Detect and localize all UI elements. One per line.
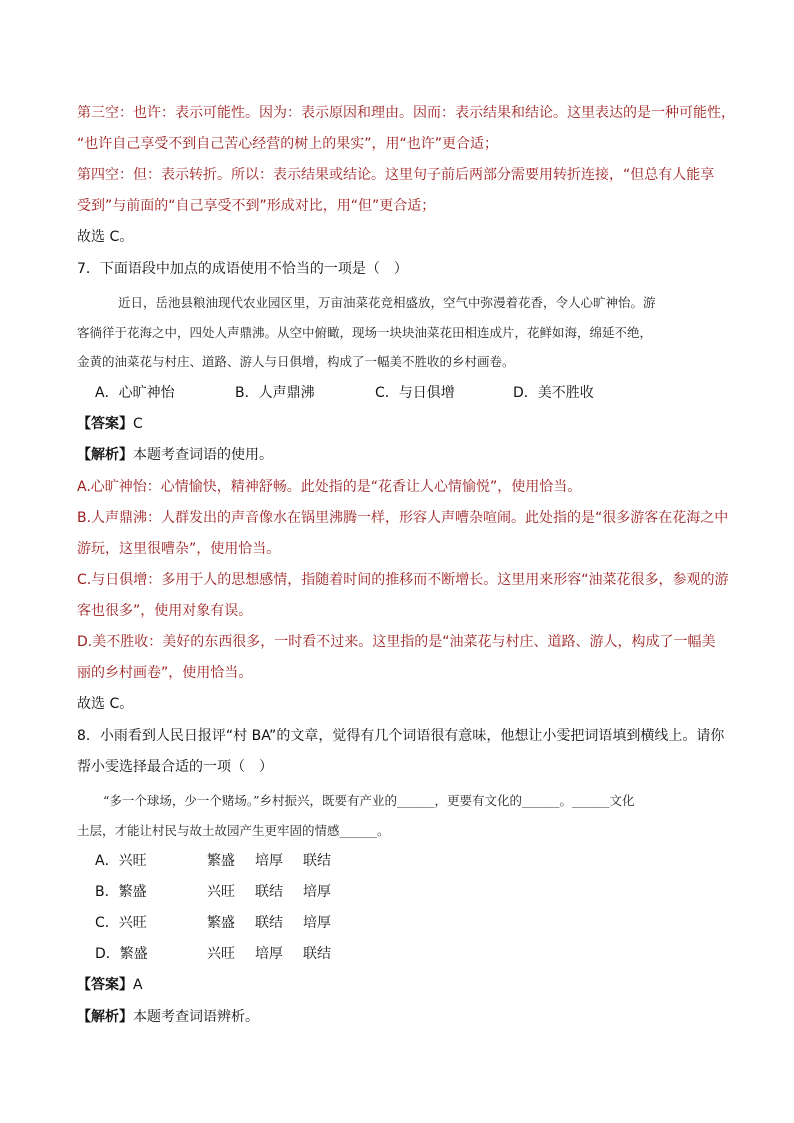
q7-passage-line: 近日，岳池县粮油现代农业园区里，万亩油菜花竞相盛放，空气中弥漫着花香，令人心旷神怡。游 xyxy=(118,295,656,310)
q7-explain-line: D.美不胜收：美好的东西很多，一时看不过来。这里指的是“油菜花与村庄、道路、游人，构成了一幅美 xyxy=(77,634,716,650)
q8-passage-line: 土层，才能让村民与故土故园产生更牢固的情感______。 xyxy=(77,823,390,838)
q7-explain-line: B.人声鼎沸：人群发出的声音像水在锅里沸腾一样，形容人声嘈杂喧闹。此处指的是“很多游客在花海之中 xyxy=(77,510,729,526)
option-word: 兴旺 xyxy=(207,884,235,900)
option-word: 兴旺 xyxy=(207,946,235,962)
q7-explain-line: 游玩，这里很嘈杂”，使用恰当。 xyxy=(77,541,281,557)
q8-option-d[interactable] xyxy=(95,944,351,964)
q6-analysis-line: 受到”与前面的“自己享受不到”形成对比，用“但”更合适； xyxy=(77,198,436,214)
option-word: 联结 xyxy=(255,915,283,931)
option-word: D．繁盛 xyxy=(95,946,148,962)
option-word: 培厚 xyxy=(303,884,331,900)
q8-question: 帮小雯选择最合适的一项（ ） xyxy=(77,759,273,775)
q8-option-b[interactable] xyxy=(95,882,351,902)
q8-passage-line: “多一个球场，少一个赌场。”乡村振兴，既要有产业的______，更要有文化的______。______文化 xyxy=(103,793,635,808)
q7-option-b[interactable]: B．人声鼎沸 xyxy=(235,385,315,401)
option-word: 联结 xyxy=(303,853,331,869)
q8-question: 8．小雨看到人民日报评“村 BA”的文章，觉得有几个词语很有意味，他想让小雯把词语填到横线上。请你 xyxy=(77,728,725,744)
q7-explain-line: 丽的乡村画卷”，使用恰当。 xyxy=(77,665,253,681)
analysis-label: 【解析】 xyxy=(77,1009,133,1025)
option-word: C．兴旺 xyxy=(95,915,147,931)
answer-label: 【答案】 xyxy=(77,416,133,432)
q7-option-a[interactable]: A．心旷神怡 xyxy=(95,385,175,401)
option-word: 培厚 xyxy=(255,853,283,869)
q6-analysis-line: 第三空：也许：表示可能性。因为：表示原因和理由。因而：表示结果和结论。这里表达的是一种可能性， xyxy=(77,105,735,121)
option-word: 培厚 xyxy=(255,946,283,962)
analysis-text: 本题考查词语辨析。 xyxy=(133,1009,259,1025)
q6-analysis-line: “也许自己享受不到自己苦心经营的树上的果实”，用“也许”更合适； xyxy=(77,136,499,152)
q7-option-d[interactable]: D．美不胜收 xyxy=(513,385,594,401)
q7-explain-line: C.与日俱增：多用于人的思想感情，指随着时间的推移而不断增长。这里用来形容“油菜花很多，参观的游 xyxy=(77,572,729,588)
option-word: 联结 xyxy=(255,884,283,900)
q7-passage-line: 金黄的油菜花与村庄、道路、游人与日俱增，构成了一幅美不胜收的乡村画卷。 xyxy=(77,354,515,369)
q7-answer xyxy=(77,414,727,434)
option-word: B．繁盛 xyxy=(95,884,147,900)
answer-value: C xyxy=(133,416,143,432)
answer-value: A xyxy=(133,977,143,993)
option-word: 培厚 xyxy=(303,915,331,931)
option-word: 联结 xyxy=(303,946,331,962)
q7-options xyxy=(95,383,594,403)
q7-conclusion: 故选 C。 xyxy=(77,696,134,712)
answer-label: 【答案】 xyxy=(77,977,133,993)
q8-answer xyxy=(77,975,727,995)
q7-option-c[interactable]: C．与日俱增 xyxy=(375,385,455,401)
option-word: A．兴旺 xyxy=(95,853,147,869)
q6-conclusion: 故选 C。 xyxy=(77,229,134,245)
option-word: 繁盛 xyxy=(207,853,235,869)
q7-explain-line: A.心旷神怡：心情愉快，精神舒畅。此处指的是“花香让人心情愉悦”，使用恰当。 xyxy=(77,479,582,495)
analysis-label: 【解析】 xyxy=(77,447,133,463)
q6-analysis-line: 第四空：但：表示转折。所以：表示结果或结论。这里句子前后两部分需要用转折连接，“但总有人能享 xyxy=(77,167,715,183)
q7-analysis xyxy=(77,445,727,465)
analysis-text: 本题考查词语的使用。 xyxy=(133,447,273,463)
q8-option-c[interactable] xyxy=(95,913,351,933)
q7-explain-line: 客也很多”，使用对象有误。 xyxy=(77,603,253,619)
q8-analysis xyxy=(77,1007,727,1027)
q7-question: 7．下面语段中加点的成语使用不恰当的一项是（ ） xyxy=(77,261,408,277)
q8-option-a[interactable] xyxy=(95,851,351,871)
option-word: 繁盛 xyxy=(207,915,235,931)
q7-passage-line: 客徜徉于花海之中，四处人声鼎沸。从空中俯瞰，现场一块块油菜花田相连成片，花鲜如海，绵延不绝， xyxy=(77,325,653,340)
